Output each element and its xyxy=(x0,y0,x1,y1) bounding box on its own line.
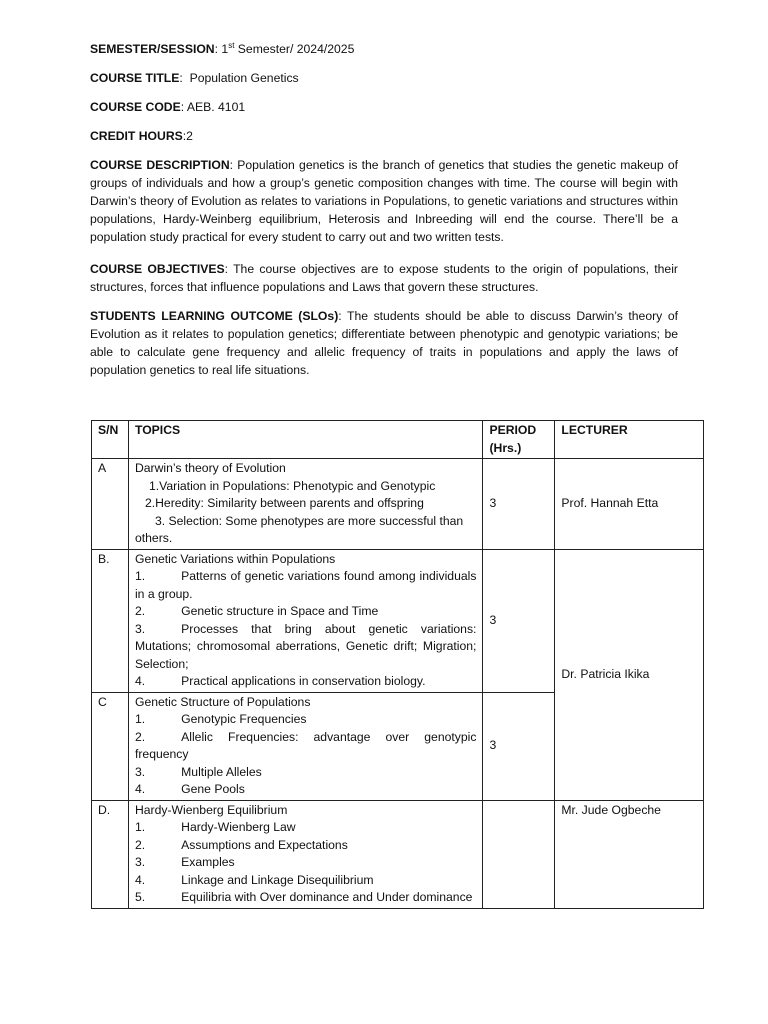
item-text: Equilibria with Over dominance and Under dominance xyxy=(181,890,473,904)
header-sn: S/N xyxy=(92,421,129,459)
item-text: Examples xyxy=(181,855,235,869)
item-text: Processes that bring about genetic variations: Mutations; chromosomal aberrations, Genetic drift; Migration; Selection; xyxy=(134,621,477,671)
topic-item xyxy=(135,819,476,837)
row-lecturer: Dr. Patricia Ikika xyxy=(555,549,704,800)
course-code-value: AEB. 4101 xyxy=(186,100,246,114)
topic-item xyxy=(135,764,476,782)
row-sn: C xyxy=(92,692,129,800)
row-lecturer: Mr. Jude Ogbeche xyxy=(555,800,704,908)
row-topic xyxy=(128,692,482,800)
item-number: 3. xyxy=(134,764,146,779)
course-description-label: COURSE DESCRIPTION xyxy=(90,158,230,172)
course-objectives: COURSE OBJECTIVES: The course objectives are to expose students to the origin of populations, their structures, forces that influence populations and Laws that govern these structures. xyxy=(90,262,678,294)
learning-outcomes-label: STUDENTS LEARNING OUTCOME (SLOs) xyxy=(90,309,339,323)
learning-outcomes-text: The students should be able to discuss Darwin’s theory of Evolution as it relates to population genetics; differentiate between phenotypic and genotypic variations; be able to calculate gene frequency and allelic frequency of traits in populations and apply the laws of population genetics to real life situations. xyxy=(90,309,678,377)
item-text: Patterns of genetic variations found among individuals in a group. xyxy=(134,569,477,601)
row-lecturer: Prof. Hannah Etta xyxy=(555,459,704,550)
item-number: 3. xyxy=(134,855,146,869)
course-title-line: COURSE TITLE: Population Genetics xyxy=(90,71,299,85)
item-number: 4. xyxy=(134,782,146,796)
item-number: 1. xyxy=(134,569,146,583)
row-topic xyxy=(128,459,482,550)
course-code-label: COURSE CODE xyxy=(90,100,181,114)
course-topics-table xyxy=(91,420,704,909)
item-text: Assumptions and Expectations xyxy=(181,837,348,852)
topic-item xyxy=(135,711,476,729)
semester-value: Semester/ 2024/2025 xyxy=(234,42,355,56)
item-text: Gene Pools xyxy=(181,782,245,796)
topic-item xyxy=(135,673,476,691)
topic-item xyxy=(135,889,476,907)
semester-sup: st xyxy=(228,40,235,50)
item-text: Multiple Alleles xyxy=(181,764,262,779)
row-period: 3 xyxy=(483,459,555,550)
item-text: Linkage and Linkage Disequilibrium xyxy=(181,872,374,887)
credit-hours-value: 2 xyxy=(186,129,193,143)
table-header-row xyxy=(92,421,704,459)
item-number: 2. xyxy=(134,604,146,618)
topic-item xyxy=(135,837,476,855)
row-sn: D. xyxy=(92,800,129,908)
row-period: 3 xyxy=(483,692,555,800)
semester-label: SEMESTER/SESSION xyxy=(90,42,215,56)
course-description: COURSE DESCRIPTION: Population genetics is the branch of genetics that studies the genetic makeup of groups of individuals and how a group’s genetic composition changes with time. The course will begin with Darwin’s theory of Evolution as relates to variations in Populations, to genetic variations and structures within populations, Hardy-Weinberg equilibrium, Heterosis and Inbreeding will end the course. There’ll be a population study practical for every student to carry out and two written tests. xyxy=(90,158,678,244)
item-number: 1. xyxy=(134,712,146,726)
topic-title: Genetic Structure of Populations xyxy=(134,694,311,709)
item-number: 3. xyxy=(134,621,146,636)
topic-title: Hardy-Wienberg Equilibrium xyxy=(134,802,288,817)
topic-item: 1.Variation in Populations: Phenotypic and Genotypic xyxy=(148,478,436,493)
table-row xyxy=(92,549,704,692)
header-topics: TOPICS xyxy=(128,421,482,459)
topic-item xyxy=(135,781,476,799)
course-code-line: COURSE CODE: AEB. 4101 xyxy=(90,100,246,114)
row-sn: A xyxy=(92,459,129,550)
item-number: 2. xyxy=(134,729,146,744)
course-title-value: Population Genetics xyxy=(189,71,299,85)
item-text: Hardy-Wienberg Law xyxy=(181,820,296,834)
item-number: 4. xyxy=(134,674,146,688)
item-text: Genetic structure in Space and Time xyxy=(181,604,379,618)
row-period xyxy=(483,800,555,908)
learning-outcomes: STUDENTS LEARNING OUTCOME (SLOs): The students should be able to discuss Darwin’s theory of Evolution as it relates to population genetics; differentiate between phenotypic and genotypic variations; be able to calculate gene frequency and allelic frequency of traits in populations and apply the laws of population genetics to real life situations. xyxy=(90,309,678,377)
topic-title: Genetic Variations within Populations xyxy=(134,551,336,566)
topic-item xyxy=(135,729,476,764)
topic-item xyxy=(135,854,476,872)
row-topic xyxy=(128,800,482,908)
item-text: Genotypic Frequencies xyxy=(181,712,307,726)
topic-item xyxy=(135,872,476,890)
semester-prefix: 1 xyxy=(221,42,229,56)
topic-item xyxy=(135,568,476,603)
topic-item: 2.Heredity: Similarity between parents and offspring xyxy=(144,496,424,510)
course-objectives-label: COURSE OBJECTIVES xyxy=(90,262,225,276)
item-number: 2. xyxy=(134,837,146,852)
topic-item xyxy=(135,621,476,674)
semester-session-line: SEMESTER/SESSION: 1st Semester/ 2024/2025 xyxy=(90,40,355,56)
header-period: PERIOD (Hrs.) xyxy=(483,421,555,459)
row-topic xyxy=(128,549,482,692)
topic-title: Darwin’s theory of Evolution xyxy=(134,461,286,475)
course-title-label: COURSE TITLE xyxy=(90,71,180,85)
row-sn: B. xyxy=(92,549,129,692)
credit-hours-label: CREDIT HOURS xyxy=(90,129,183,143)
course-description-text: Population genetics is the branch of genetics that studies the genetic makeup of groups of individuals and how a group’s genetic composition changes with time. The course will begin with Darwin’s theory of Evolution as relates to variations in Populations, to genetic variations and structures within populations, Hardy-Weinberg equilibrium, Heterosis and Inbreeding will end the course. There’ll be a population study practical for every student to carry out and two written tests. xyxy=(90,158,678,244)
row-period: 3 xyxy=(483,549,555,692)
item-text: Practical applications in conservation biology. xyxy=(181,674,426,688)
course-objectives-text: The course objectives are to expose students to the origin of populations, their structures, forces that influence populations and Laws that govern these structures. xyxy=(90,262,678,294)
credit-hours-line: CREDIT HOURS:2 xyxy=(90,129,193,143)
item-number: 1. xyxy=(134,820,146,834)
header-lecturer: LECTURER xyxy=(555,421,704,459)
table-row xyxy=(92,800,704,908)
item-number: 5. xyxy=(134,890,146,904)
topic-item: 3. Selection: Some phenotypes are more successful than others. xyxy=(134,513,464,545)
topic-item xyxy=(135,603,476,621)
item-text: Allelic Frequencies: advantage over genotypic frequency xyxy=(134,729,477,761)
item-number: 4. xyxy=(134,872,146,887)
table-row xyxy=(92,459,704,550)
